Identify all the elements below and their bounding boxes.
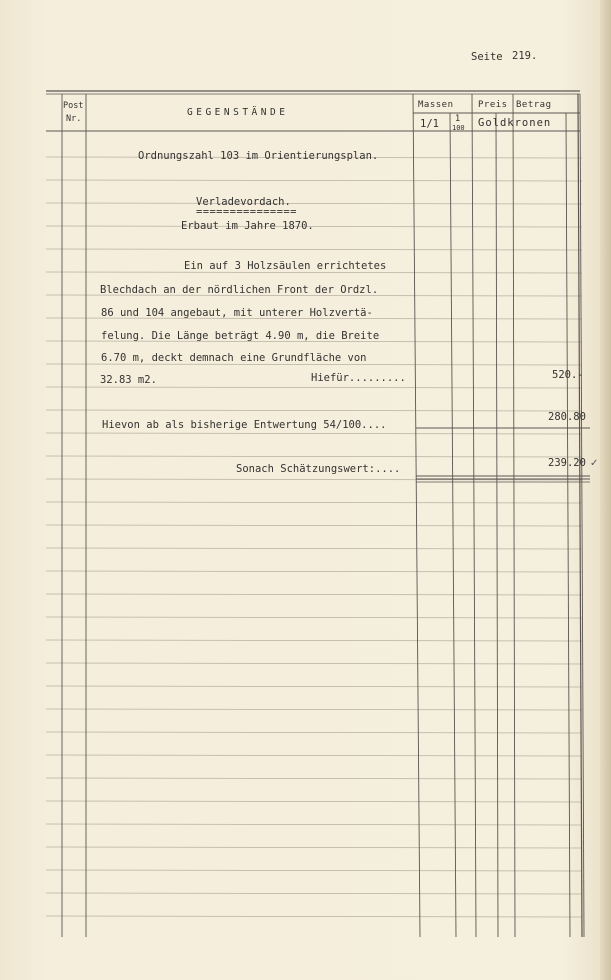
ruled-line xyxy=(46,364,582,365)
ordnungszahl-line: Ordnungszahl 103 im Orientierungsplan. xyxy=(138,150,379,162)
ruled-line xyxy=(46,548,582,549)
hievon-amount: 280.80 xyxy=(548,411,586,423)
title-underline: =============== xyxy=(196,206,297,218)
ruled-line xyxy=(46,663,582,664)
description-line: Ein auf 3 Holzsäulen errichtetes xyxy=(184,260,387,272)
ruled-line xyxy=(46,755,582,756)
description-line: Blechdach an der nördlichen Front der Ordzl. xyxy=(100,284,379,296)
ruled-line xyxy=(46,709,582,710)
unit-hundredth-numerator: 1 xyxy=(455,114,461,124)
ruled-line xyxy=(46,686,582,687)
ruled-line xyxy=(46,180,582,181)
ruled-line xyxy=(46,571,582,572)
description-line: felung. Die Länge beträgt 4.90 m, die Breite xyxy=(101,330,380,342)
ruled-line xyxy=(46,502,582,503)
ruled-line xyxy=(46,870,582,871)
ruled-line xyxy=(46,456,582,457)
ruled-line xyxy=(46,617,582,618)
ruled-line xyxy=(46,594,582,595)
ruled-line xyxy=(46,525,582,526)
ruled-line xyxy=(46,226,582,227)
ruled-line xyxy=(46,249,582,250)
unit-whole: 1/1 xyxy=(420,118,439,130)
ruled-line xyxy=(46,778,582,779)
ruled-line xyxy=(46,203,582,204)
nr-header: Nr. xyxy=(66,114,82,124)
page-label: Seite xyxy=(471,51,503,63)
ruled-line xyxy=(46,916,582,917)
built-year: Erbaut im Jahre 1870. xyxy=(181,220,314,232)
ruled-line xyxy=(46,272,582,273)
page-number: 219. xyxy=(512,50,538,62)
description-line: 6.70 m, deckt demnach eine Grundfläche von xyxy=(101,352,367,364)
ruled-line xyxy=(46,433,582,434)
ruled-line xyxy=(46,801,582,802)
ruled-line xyxy=(46,732,582,733)
hiefuer-label: Hiefür......... xyxy=(311,372,406,384)
ruled-line xyxy=(46,410,582,411)
gegenstaende-header: GEGENSTÄNDE xyxy=(187,107,289,118)
massen-header: Massen xyxy=(418,100,454,110)
description-line: 86 und 104 angebaut, mit unterer Holzvertä- xyxy=(101,307,373,319)
ruled-line xyxy=(46,824,582,825)
hiefuer-amount: 520.- xyxy=(552,369,584,381)
betrag-header: Betrag xyxy=(516,100,552,110)
entry-title: Verladevordach. xyxy=(196,196,291,208)
post-header: Post xyxy=(63,101,84,111)
ruled-line xyxy=(46,847,582,848)
ruled-line xyxy=(46,640,582,641)
currency-header: Goldkronen xyxy=(478,117,552,129)
hievon-label: Hievon ab als bisherige Entwertung 54/100.... xyxy=(102,419,387,431)
description-line: 32.83 m2. xyxy=(100,374,157,386)
sonach-label: Sonach Schätzungswert:.... xyxy=(236,463,401,475)
check-mark: ✓ xyxy=(590,458,599,469)
unit-hundredth-denominator: 100 xyxy=(452,124,465,132)
sonach-amount: 239.20 xyxy=(548,457,586,469)
ruled-line xyxy=(46,893,582,894)
preis-header: Preis xyxy=(478,100,508,110)
ruled-line xyxy=(46,387,582,388)
